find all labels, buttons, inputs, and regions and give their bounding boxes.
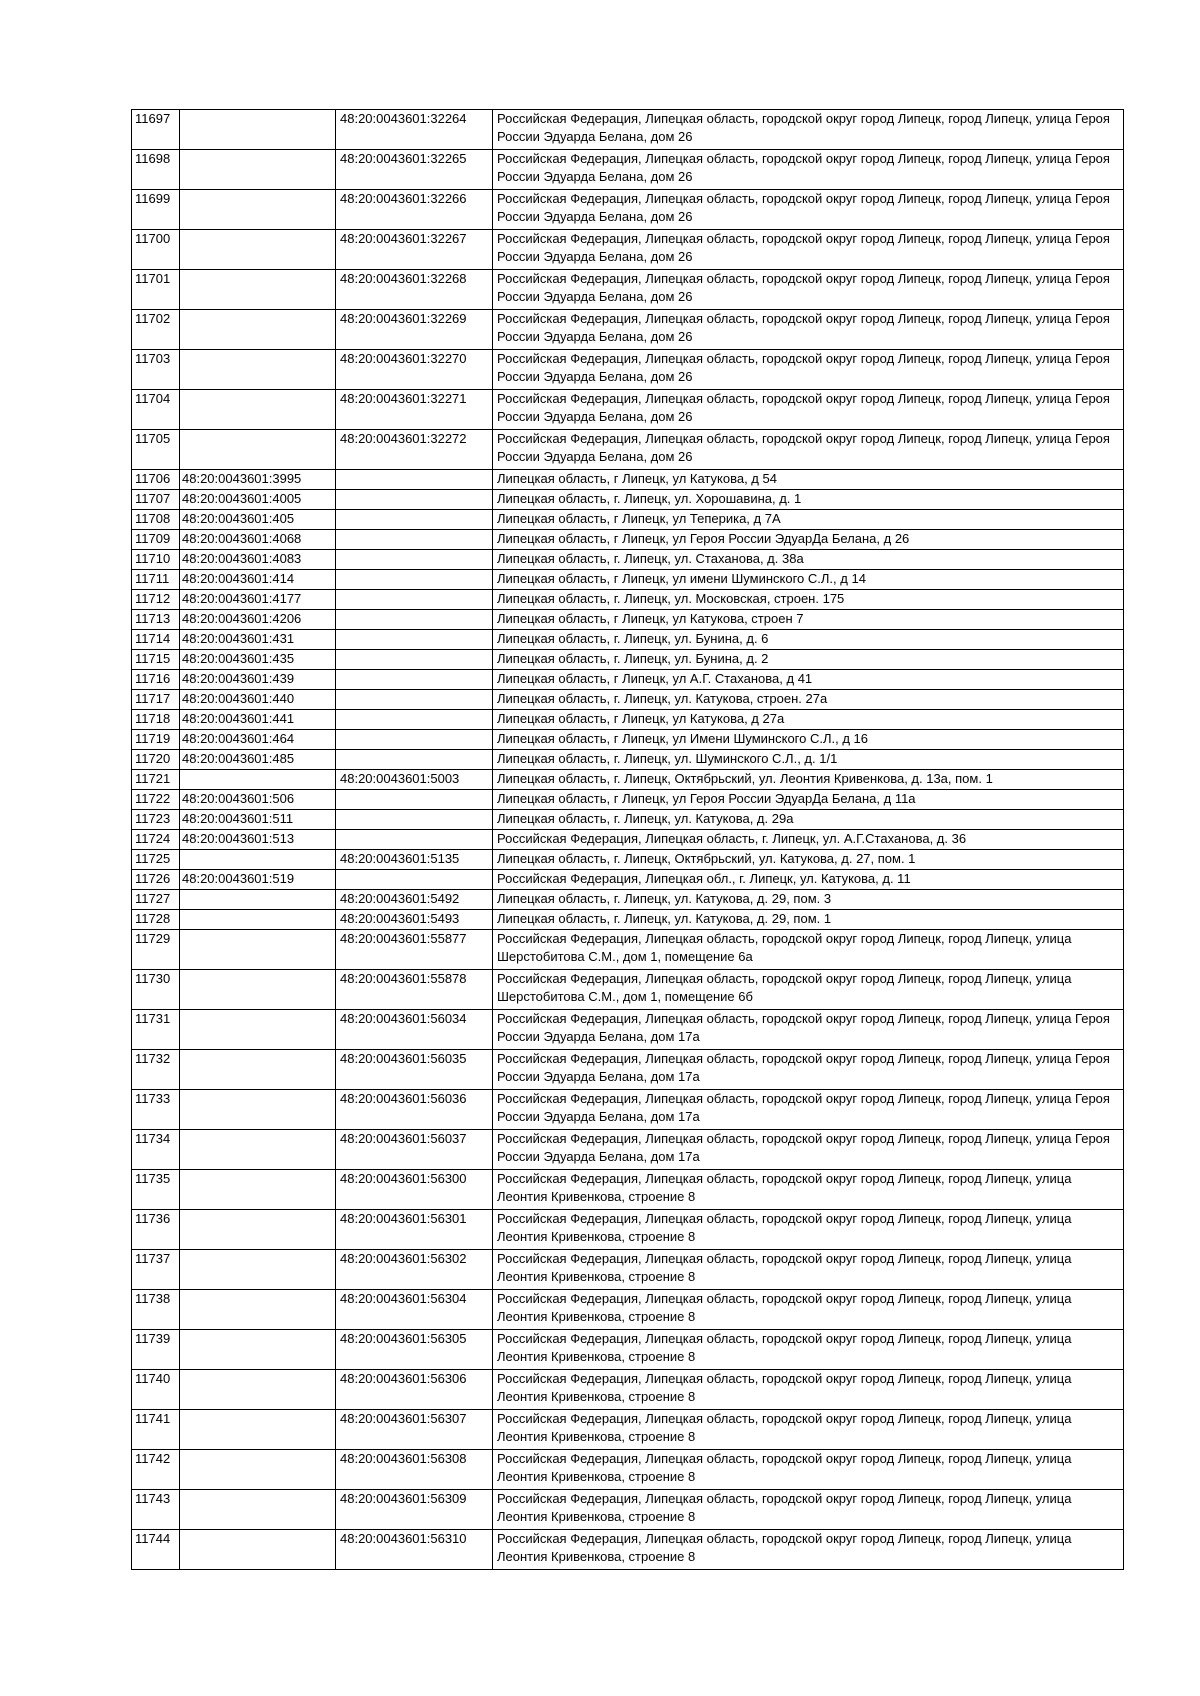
address-cell: Российская Федерация, Липецкая область, городской округ город Липецк, город Липецк, улица Леонтия Кривенкова, строение 8 [493,1210,1124,1250]
cadastral-number-cell: 48:20:0043601:439 [180,670,336,690]
cadastral-number-cell: 48:20:0043601:431 [180,630,336,650]
address-cell: Липецкая область, г. Липецк, ул. Московская, строен. 175 [493,590,1124,610]
address-cell: Российская Федерация, Липецкая область, городской округ город Липецк, город Липецк, улица Леонтия Кривенкова, строение 8 [493,1450,1124,1490]
cadastral-number-cell [180,150,336,190]
row-number-cell: 11726 [132,870,180,890]
address-cell: Российская Федерация, Липецкая область, городской округ город Липецк, город Липецк, улица Леонтия Кривенкова, строение 8 [493,1370,1124,1410]
cadastral-number-secondary-cell [336,530,493,550]
row-number-cell: 11698 [132,150,180,190]
cadastral-number-cell [180,270,336,310]
cadastral-number-secondary-cell: 48:20:0043601:56304 [336,1290,493,1330]
address-cell: Липецкая область, г Липецк, ул Имени Шуминского С.Л., д 16 [493,730,1124,750]
cadastral-number-cell [180,1490,336,1530]
address-cell: Российская Федерация, Липецкая область, городской округ город Липецк, город Липецк, улица Героя России Эдуарда Белана, дом 26 [493,430,1124,470]
row-number-cell: 11738 [132,1290,180,1330]
cadastral-number-cell: 48:20:0043601:405 [180,510,336,530]
row-number-cell: 11744 [132,1530,180,1570]
table-row [132,630,1124,650]
table-row [132,1250,1124,1290]
table-row [132,550,1124,570]
table-row [132,310,1124,350]
address-cell: Липецкая область, г Липецк, ул Героя России ЭдуарДа Белана, д 26 [493,530,1124,550]
cadastral-number-secondary-cell: 48:20:0043601:56309 [336,1490,493,1530]
row-number-cell: 11728 [132,910,180,930]
table-row [132,1410,1124,1450]
address-cell: Российская Федерация, Липецкая область, городской округ город Липецк, город Липецк, улица Шерстобитова С.М., дом 1, помещение 6а [493,930,1124,970]
table-row [132,490,1124,510]
table-row [132,430,1124,470]
row-number-cell: 11710 [132,550,180,570]
row-number-cell: 11704 [132,390,180,430]
address-cell: Липецкая область, г Липецк, ул Героя России ЭдуарДа Белана, д 11а [493,790,1124,810]
row-number-cell: 11701 [132,270,180,310]
address-cell: Липецкая область, г. Липецк, ул. Катукова, д. 29, пом. 1 [493,910,1124,930]
address-cell: Липецкая область, г. Липецк, ул. Стаханова, д. 38а [493,550,1124,570]
address-cell: Липецкая область, г Липецк, ул Теперика, д 7А [493,510,1124,530]
cadastral-number-cell [180,1530,336,1570]
cadastral-number-secondary-cell [336,590,493,610]
table-row [132,690,1124,710]
row-number-cell: 11713 [132,610,180,630]
cadastral-number-secondary-cell: 48:20:0043601:32265 [336,150,493,190]
cadastral-number-secondary-cell [336,490,493,510]
row-number-cell: 11732 [132,1050,180,1090]
table-row [132,810,1124,830]
address-cell: Российская Федерация, Липецкая область, городской округ город Липецк, город Липецк, улица Героя России Эдуарда Белана, дом 17а [493,1010,1124,1050]
cadastral-number-cell [180,1290,336,1330]
cadastral-number-cell: 48:20:0043601:4206 [180,610,336,630]
table-row [132,1370,1124,1410]
address-cell: Липецкая область, г. Липецк, Октябрьский, ул. Катукова, д. 27, пом. 1 [493,850,1124,870]
address-cell: Липецкая область, г. Липецк, ул. Хорошавина, д. 1 [493,490,1124,510]
table-row [132,230,1124,270]
row-number-cell: 11740 [132,1370,180,1410]
cadastral-number-secondary-cell [336,830,493,850]
table-row [132,870,1124,890]
cadastral-number-secondary-cell [336,810,493,830]
table-row [132,750,1124,770]
address-cell: Российская Федерация, Липецкая область, городской округ город Липецк, город Липецк, улица Леонтия Кривенкова, строение 8 [493,1410,1124,1450]
cadastral-number-secondary-cell: 48:20:0043601:56310 [336,1530,493,1570]
address-cell: Российская Федерация, Липецкая область, городской округ город Липецк, город Липецк, улица Героя России Эдуарда Белана, дом 17а [493,1050,1124,1090]
address-cell: Российская Федерация, Липецкая область, городской округ город Липецк, город Липецк, улица Героя России Эдуарда Белана, дом 26 [493,230,1124,270]
cadastral-number-secondary-cell: 48:20:0043601:56034 [336,1010,493,1050]
table-row [132,190,1124,230]
row-number-cell: 11714 [132,630,180,650]
cadastral-number-secondary-cell: 48:20:0043601:32268 [336,270,493,310]
table-row [132,710,1124,730]
row-number-cell: 11723 [132,810,180,830]
cadastral-number-cell: 48:20:0043601:485 [180,750,336,770]
cadastral-number-secondary-cell: 48:20:0043601:5493 [336,910,493,930]
table-row [132,730,1124,750]
address-cell: Липецкая область, г. Липецк, ул. Катукова, строен. 27а [493,690,1124,710]
cadastral-number-cell: 48:20:0043601:513 [180,830,336,850]
cadastral-number-cell [180,910,336,930]
row-number-cell: 11722 [132,790,180,810]
cadastral-number-secondary-cell [336,750,493,770]
row-number-cell: 11737 [132,1250,180,1290]
cadastral-number-secondary-cell: 48:20:0043601:5003 [336,770,493,790]
address-cell: Липецкая область, г. Липецк, Октябрьский, ул. Леонтия Кривенкова, д. 13а, пом. 1 [493,770,1124,790]
cadastral-number-cell [180,350,336,390]
table-row [132,910,1124,930]
cadastral-number-secondary-cell: 48:20:0043601:56300 [336,1170,493,1210]
table-row [132,1450,1124,1490]
row-number-cell: 11697 [132,110,180,150]
cadastral-number-cell: 48:20:0043601:4005 [180,490,336,510]
address-cell: Липецкая область, г. Липецк, ул. Бунина, д. 6 [493,630,1124,650]
cadastral-number-cell [180,230,336,270]
cadastral-number-cell [180,110,336,150]
table-row [132,790,1124,810]
table-row [132,1530,1124,1570]
cadastral-number-cell [180,430,336,470]
table-row [132,610,1124,630]
address-cell: Российская Федерация, Липецкая область, городской округ город Липецк, город Липецк, улица Героя России Эдуарда Белана, дом 26 [493,110,1124,150]
cadastral-number-secondary-cell: 48:20:0043601:32270 [336,350,493,390]
row-number-cell: 11719 [132,730,180,750]
row-number-cell: 11725 [132,850,180,870]
cadastral-number-cell [180,1010,336,1050]
cadastral-number-cell: 48:20:0043601:519 [180,870,336,890]
cadastral-number-secondary-cell: 48:20:0043601:56035 [336,1050,493,1090]
row-number-cell: 11730 [132,970,180,1010]
table-row [132,1330,1124,1370]
cadastral-number-secondary-cell: 48:20:0043601:56307 [336,1410,493,1450]
table-row [132,150,1124,190]
address-cell: Российская Федерация, Липецкая область, городской округ город Липецк, город Липецк, улица Героя России Эдуарда Белана, дом 17а [493,1130,1124,1170]
table-row [132,110,1124,150]
cadastral-number-secondary-cell [336,610,493,630]
cadastral-number-cell [180,390,336,430]
cadastral-number-secondary-cell: 48:20:0043601:32266 [336,190,493,230]
cadastral-number-cell [180,1450,336,1490]
cadastral-number-cell: 48:20:0043601:511 [180,810,336,830]
table-row [132,510,1124,530]
table-row [132,1490,1124,1530]
cadastral-number-cell [180,1370,336,1410]
table-row [132,770,1124,790]
cadastral-number-cell [180,1170,336,1210]
address-cell: Липецкая область, г. Липецк, ул. Катукова, д. 29, пом. 3 [493,890,1124,910]
address-cell: Российская Федерация, Липецкая область, городской округ город Липецк, город Липецк, улица Леонтия Кривенкова, строение 8 [493,1530,1124,1570]
row-number-cell: 11736 [132,1210,180,1250]
cadastral-number-cell [180,1410,336,1450]
row-number-cell: 11711 [132,570,180,590]
address-cell: Липецкая область, г. Липецк, ул. Катукова, д. 29а [493,810,1124,830]
row-number-cell: 11742 [132,1450,180,1490]
cadastral-number-cell [180,1090,336,1130]
cadastral-number-secondary-cell: 48:20:0043601:32267 [336,230,493,270]
address-cell: Липецкая область, г Липецк, ул Катукова, строен 7 [493,610,1124,630]
cadastral-number-cell: 48:20:0043601:3995 [180,470,336,490]
address-cell: Российская Федерация, Липецкая область, городской округ город Липецк, город Липецк, улица Леонтия Кривенкова, строение 8 [493,1250,1124,1290]
address-cell: Российская Федерация, Липецкая область, г. Липецк, ул. А.Г.Стаханова, д. 36 [493,830,1124,850]
cadastral-number-secondary-cell: 48:20:0043601:5492 [336,890,493,910]
cadastral-number-cell: 48:20:0043601:4068 [180,530,336,550]
cadastral-number-secondary-cell [336,870,493,890]
table-row [132,1210,1124,1250]
cadastral-number-secondary-cell: 48:20:0043601:56302 [336,1250,493,1290]
row-number-cell: 11729 [132,930,180,970]
table-row [132,350,1124,390]
row-number-cell: 11708 [132,510,180,530]
cadastral-number-secondary-cell: 48:20:0043601:56308 [336,1450,493,1490]
table-row [132,830,1124,850]
cadastral-number-secondary-cell: 48:20:0043601:56037 [336,1130,493,1170]
cadastral-number-secondary-cell: 48:20:0043601:32271 [336,390,493,430]
cadastral-number-cell [180,310,336,350]
cadastral-number-secondary-cell [336,630,493,650]
row-number-cell: 11712 [132,590,180,610]
address-cell: Липецкая область, г Липецк, ул Катукова, д 27а [493,710,1124,730]
address-cell: Российская Федерация, Липецкая область, городской округ город Липецк, город Липецк, улица Героя России Эдуарда Белана, дом 26 [493,270,1124,310]
table-row [132,590,1124,610]
row-number-cell: 11716 [132,670,180,690]
registry-table [131,109,1124,1570]
address-cell: Российская Федерация, Липецкая область, городской округ город Липецк, город Липецк, улица Героя России Эдуарда Белана, дом 26 [493,390,1124,430]
table-row [132,970,1124,1010]
table-row [132,1130,1124,1170]
cadastral-number-cell [180,1330,336,1370]
row-number-cell: 11731 [132,1010,180,1050]
address-cell: Российская Федерация, Липецкая область, городской округ город Липецк, город Липецк, улица Леонтия Кривенкова, строение 8 [493,1170,1124,1210]
cadastral-number-cell [180,1250,336,1290]
cadastral-number-secondary-cell: 48:20:0043601:5135 [336,850,493,870]
address-cell: Российская Федерация, Липецкая область, городской округ город Липецк, город Липецк, улица Героя России Эдуарда Белана, дом 26 [493,310,1124,350]
row-number-cell: 11706 [132,470,180,490]
cadastral-number-secondary-cell [336,790,493,810]
address-cell: Российская Федерация, Липецкая область, городской округ город Липецк, город Липецк, улица Героя России Эдуарда Белана, дом 26 [493,150,1124,190]
cadastral-number-secondary-cell: 48:20:0043601:55877 [336,930,493,970]
cadastral-number-cell: 48:20:0043601:435 [180,650,336,670]
cadastral-number-secondary-cell [336,510,493,530]
cadastral-number-secondary-cell: 48:20:0043601:56301 [336,1210,493,1250]
row-number-cell: 11739 [132,1330,180,1370]
cadastral-number-cell: 48:20:0043601:441 [180,710,336,730]
cadastral-number-secondary-cell [336,690,493,710]
cadastral-number-cell [180,930,336,970]
table-row [132,270,1124,310]
table-row [132,1290,1124,1330]
cadastral-number-cell [180,890,336,910]
cadastral-number-secondary-cell [336,710,493,730]
row-number-cell: 11720 [132,750,180,770]
table-row [132,1050,1124,1090]
row-number-cell: 11715 [132,650,180,670]
cadastral-number-secondary-cell [336,650,493,670]
table-row [132,670,1124,690]
row-number-cell: 11709 [132,530,180,550]
row-number-cell: 11699 [132,190,180,230]
cadastral-number-cell: 48:20:0043601:4177 [180,590,336,610]
address-cell: Липецкая область, г Липецк, ул Катукова, д 54 [493,470,1124,490]
row-number-cell: 11702 [132,310,180,350]
cadastral-number-cell [180,770,336,790]
cadastral-number-secondary-cell [336,550,493,570]
cadastral-number-cell: 48:20:0043601:506 [180,790,336,810]
address-cell: Российская Федерация, Липецкая область, городской округ город Липецк, город Липецк, улица Героя России Эдуарда Белана, дом 17а [493,1090,1124,1130]
row-number-cell: 11734 [132,1130,180,1170]
table-row [132,570,1124,590]
cadastral-number-cell [180,970,336,1010]
table-row [132,850,1124,870]
row-number-cell: 11718 [132,710,180,730]
row-number-cell: 11721 [132,770,180,790]
address-cell: Российская Федерация, Липецкая область, городской округ город Липецк, город Липецк, улица Героя России Эдуарда Белана, дом 26 [493,350,1124,390]
table-row [132,390,1124,430]
cadastral-number-secondary-cell: 48:20:0043601:56036 [336,1090,493,1130]
row-number-cell: 11741 [132,1410,180,1450]
address-cell: Липецкая область, г Липецк, ул А.Г. Стаханова, д 41 [493,670,1124,690]
cadastral-number-cell: 48:20:0043601:464 [180,730,336,750]
table-row [132,1170,1124,1210]
cadastral-number-cell [180,1210,336,1250]
table-row [132,930,1124,970]
address-cell: Российская Федерация, Липецкая область, городской округ город Липецк, город Липецк, улица Леонтия Кривенкова, строение 8 [493,1490,1124,1530]
cadastral-number-cell: 48:20:0043601:4083 [180,550,336,570]
table-row [132,1090,1124,1130]
row-number-cell: 11724 [132,830,180,850]
row-number-cell: 11743 [132,1490,180,1530]
cadastral-number-secondary-cell [336,670,493,690]
cadastral-number-secondary-cell: 48:20:0043601:55878 [336,970,493,1010]
address-cell: Российская Федерация, Липецкая обл., г. Липецк, ул. Катукова, д. 11 [493,870,1124,890]
row-number-cell: 11735 [132,1170,180,1210]
row-number-cell: 11703 [132,350,180,390]
cadastral-number-secondary-cell [336,470,493,490]
cadastral-number-secondary-cell: 48:20:0043601:32269 [336,310,493,350]
cadastral-number-secondary-cell: 48:20:0043601:56306 [336,1370,493,1410]
table-row [132,530,1124,550]
address-cell: Российская Федерация, Липецкая область, городской округ город Липецк, город Липецк, улица Леонтия Кривенкова, строение 8 [493,1330,1124,1370]
cadastral-number-secondary-cell [336,730,493,750]
cadastral-number-cell [180,1130,336,1170]
table-body [132,110,1124,1570]
cadastral-number-cell [180,1050,336,1090]
address-cell: Липецкая область, г. Липецк, ул. Бунина, д. 2 [493,650,1124,670]
address-cell: Российская Федерация, Липецкая область, городской округ город Липецк, город Липецк, улица Леонтия Кривенкова, строение 8 [493,1290,1124,1330]
address-cell: Липецкая область, г. Липецк, ул. Шуминского С.Л., д. 1/1 [493,750,1124,770]
cadastral-number-cell [180,850,336,870]
cadastral-number-cell: 48:20:0043601:440 [180,690,336,710]
cadastral-number-cell: 48:20:0043601:414 [180,570,336,590]
row-number-cell: 11707 [132,490,180,510]
table-row [132,890,1124,910]
row-number-cell: 11727 [132,890,180,910]
cadastral-number-secondary-cell: 48:20:0043601:32272 [336,430,493,470]
row-number-cell: 11705 [132,430,180,470]
table-row [132,650,1124,670]
address-cell: Липецкая область, г Липецк, ул имени Шуминского С.Л., д 14 [493,570,1124,590]
row-number-cell: 11717 [132,690,180,710]
row-number-cell: 11700 [132,230,180,270]
table-row [132,470,1124,490]
cadastral-number-secondary-cell: 48:20:0043601:56305 [336,1330,493,1370]
cadastral-number-cell [180,190,336,230]
address-cell: Российская Федерация, Липецкая область, городской округ город Липецк, город Липецк, улица Шерстобитова С.М., дом 1, помещение 6б [493,970,1124,1010]
address-cell: Российская Федерация, Липецкая область, городской округ город Липецк, город Липецк, улица Героя России Эдуарда Белана, дом 26 [493,190,1124,230]
cadastral-number-secondary-cell: 48:20:0043601:32264 [336,110,493,150]
row-number-cell: 11733 [132,1090,180,1130]
cadastral-number-secondary-cell [336,570,493,590]
table-row [132,1010,1124,1050]
